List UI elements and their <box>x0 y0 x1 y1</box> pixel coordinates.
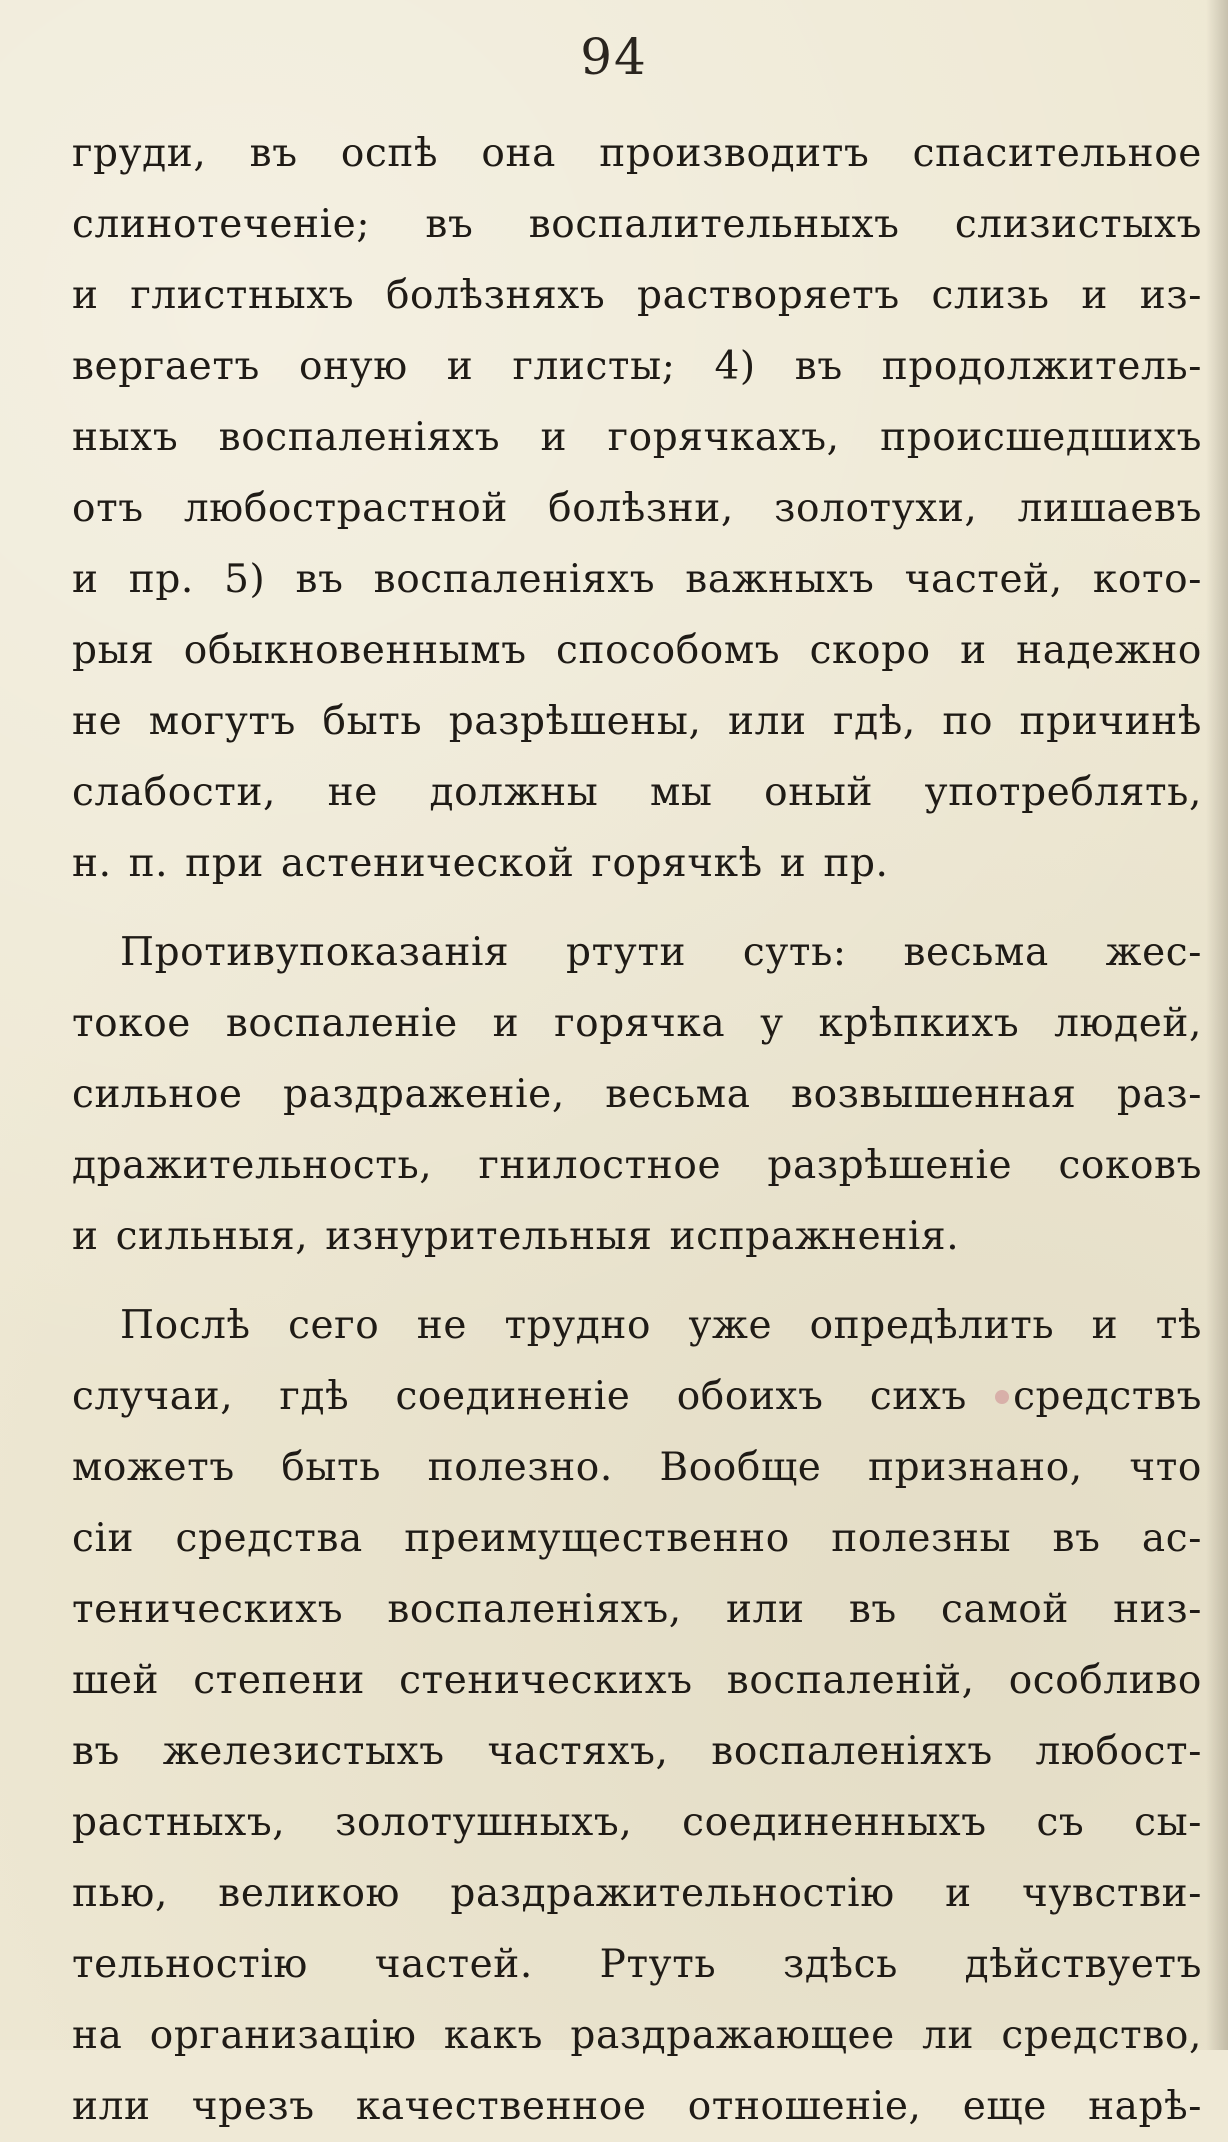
text-line: вергаетъ оную и глисты; 4) въ продолжитель- <box>72 344 1202 389</box>
paragraph-gap <box>72 1272 1202 1290</box>
text-line: и сильныя, изнурительныя испражненія. <box>72 1214 960 1259</box>
text-line: сіи средства преимущественно полезны въ ас- <box>72 1516 1202 1561</box>
page-edge-shadow <box>1206 0 1228 2050</box>
text-line: токое воспаленіе и горячка у крѣпкихъ людей, <box>72 1001 1202 1046</box>
text-line: груди, въ оспѣ она производитъ спасительное <box>72 131 1202 176</box>
text-line: тельностію частей. Ртуть здѣсь дѣйствуетъ <box>72 1942 1202 1987</box>
text-line: слинотеченіе; въ воспалительныхъ слизистыхъ <box>72 202 1202 247</box>
text-line: рыя обыкновеннымъ способомъ скоро и надежно <box>72 628 1202 673</box>
text-line: сильное раздраженіе, весьма возвышенная раз- <box>72 1072 1202 1117</box>
text-line: шей степени стеническихъ воспаленій, особливо <box>72 1658 1202 1703</box>
text-line: Послѣ сего не трудно уже опредѣлить и тѣ <box>120 1303 1202 1348</box>
text-line: Противупоказанія ртути суть: весьма жес- <box>120 930 1202 975</box>
text-line: пью, великою раздражительностію и чувстви- <box>72 1871 1202 1916</box>
text-line: н. п. при астенической горячкѣ и пр. <box>72 841 889 886</box>
text-line: на организацію какъ раздражающее ли средство, <box>72 2013 1202 2058</box>
text-line: въ железистыхъ частяхъ, воспаленіяхъ любост- <box>72 1729 1202 1774</box>
paragraph-gap <box>72 899 1202 917</box>
text-line: теническихъ воспаленіяхъ, или въ самой низ- <box>72 1587 1202 1632</box>
text-line: отъ любострастной болѣзни, золотухи, лишаевъ <box>72 486 1202 531</box>
text-line: дражительность, гнилостное разрѣшеніе соковъ <box>72 1143 1202 1188</box>
text-line: случаи, гдѣ соединеніе обоихъ сихъ средствъ <box>72 1374 1202 1419</box>
text-line: не могутъ быть разрѣшены, или гдѣ, по причинѣ <box>72 699 1202 744</box>
text-line: и пр. 5) въ воспаленіяхъ важныхъ частей, кото- <box>72 557 1202 602</box>
text-line: и глистныхъ болѣзняхъ растворяетъ слизь и из- <box>72 273 1202 318</box>
text-line: или чрезъ качественное отношеніе, еще нарѣ- <box>72 2084 1202 2129</box>
text-line: растныхъ, золотушныхъ, соединенныхъ съ сы- <box>72 1800 1202 1845</box>
page-number: 94 <box>580 28 648 86</box>
text-line: ныхъ воспаленіяхъ и горячкахъ, происшедшихъ <box>72 415 1202 460</box>
text-line: слабости, не должны мы оный употреблять, <box>72 770 1202 815</box>
body-text <box>72 118 1202 2142</box>
text-line: можетъ быть полезно. Вообще признано, что <box>72 1445 1202 1490</box>
